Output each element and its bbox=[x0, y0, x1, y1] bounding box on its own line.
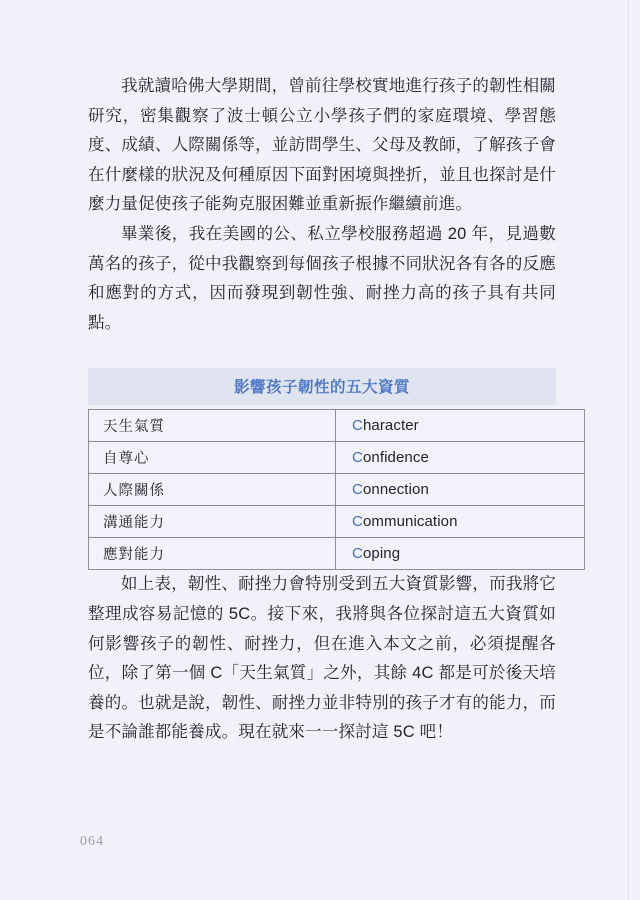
table-row bbox=[89, 506, 585, 538]
c-initial: C bbox=[352, 417, 363, 435]
table-cell-en bbox=[336, 474, 585, 506]
c-remainder: ommunication bbox=[362, 513, 458, 531]
table-row bbox=[89, 410, 585, 442]
c-initial: C bbox=[352, 449, 363, 467]
table-cell-zh: 自尊心 bbox=[89, 442, 336, 474]
table-cell-zh: 人際關係 bbox=[89, 474, 336, 506]
c-remainder: onfidence bbox=[362, 449, 429, 467]
page-edge-rule bbox=[628, 0, 629, 900]
table-cell-zh: 應對能力 bbox=[89, 538, 336, 570]
paragraph-2: 畢業後，我在美國的公、私立學校服務超過 20 年，見過數萬名的孩子，從中我觀察到每個孩子根據不同狀況各有各的反應和應對的方式，因而發現到韌性強、耐挫力高的孩子具有共同點。 bbox=[88, 224, 556, 332]
five-c-table-block bbox=[88, 368, 556, 570]
paragraph-1: 我就讀哈佛大學期間，曾前往學校實地進行孩子的韌性相關研究，密集觀察了波士頓公立小學孩子們的家庭環境、學習態度、成績、人際關係等，並訪問學生、父母及教師，了解孩子會在什麼樣的狀況及何種原因下面對困境與挫折，並且也探討是什麼力量促使孩子能夠克服困難並重新振作繼續前進。 bbox=[88, 77, 556, 214]
page-number: 064 bbox=[80, 834, 104, 849]
c-remainder: oping bbox=[362, 545, 401, 563]
five-c-table-caption: 影響孩子韌性的五大資質 bbox=[88, 368, 556, 405]
paragraph-3: 如上表，韌性、耐挫力會特別受到五大資質影響，而我將它整理成容易記憶的 5C。接下來，我將與各位探討這五大資質如何影響孩子的韌性、耐挫力，但在進入本文之前，必須提醒各位，除了第一個 C「天生氣質」之外，其餘 4C 都是可於後天培養的。也就是說，韌性、耐挫力並非特別的孩子才有的能力，而是不論誰都能養成。現在就來一一探討這 5C 吧！ bbox=[88, 575, 556, 742]
c-initial: C bbox=[352, 513, 363, 531]
table-row bbox=[89, 474, 585, 506]
c-initial: C bbox=[352, 545, 363, 563]
table-cell-en bbox=[336, 506, 585, 538]
table-cell-en bbox=[336, 442, 585, 474]
table-cell-zh: 天生氣質 bbox=[89, 410, 336, 442]
table-row bbox=[89, 538, 585, 570]
page-content bbox=[88, 72, 556, 748]
table-row bbox=[89, 442, 585, 474]
five-c-table-body bbox=[89, 410, 585, 570]
c-initial: C bbox=[352, 481, 363, 499]
five-c-table bbox=[88, 409, 585, 570]
table-cell-en bbox=[336, 538, 585, 570]
table-cell-en bbox=[336, 410, 585, 442]
c-remainder: haracter bbox=[362, 417, 419, 435]
table-cell-zh: 溝通能力 bbox=[89, 506, 336, 538]
c-remainder: onnection bbox=[362, 481, 429, 499]
